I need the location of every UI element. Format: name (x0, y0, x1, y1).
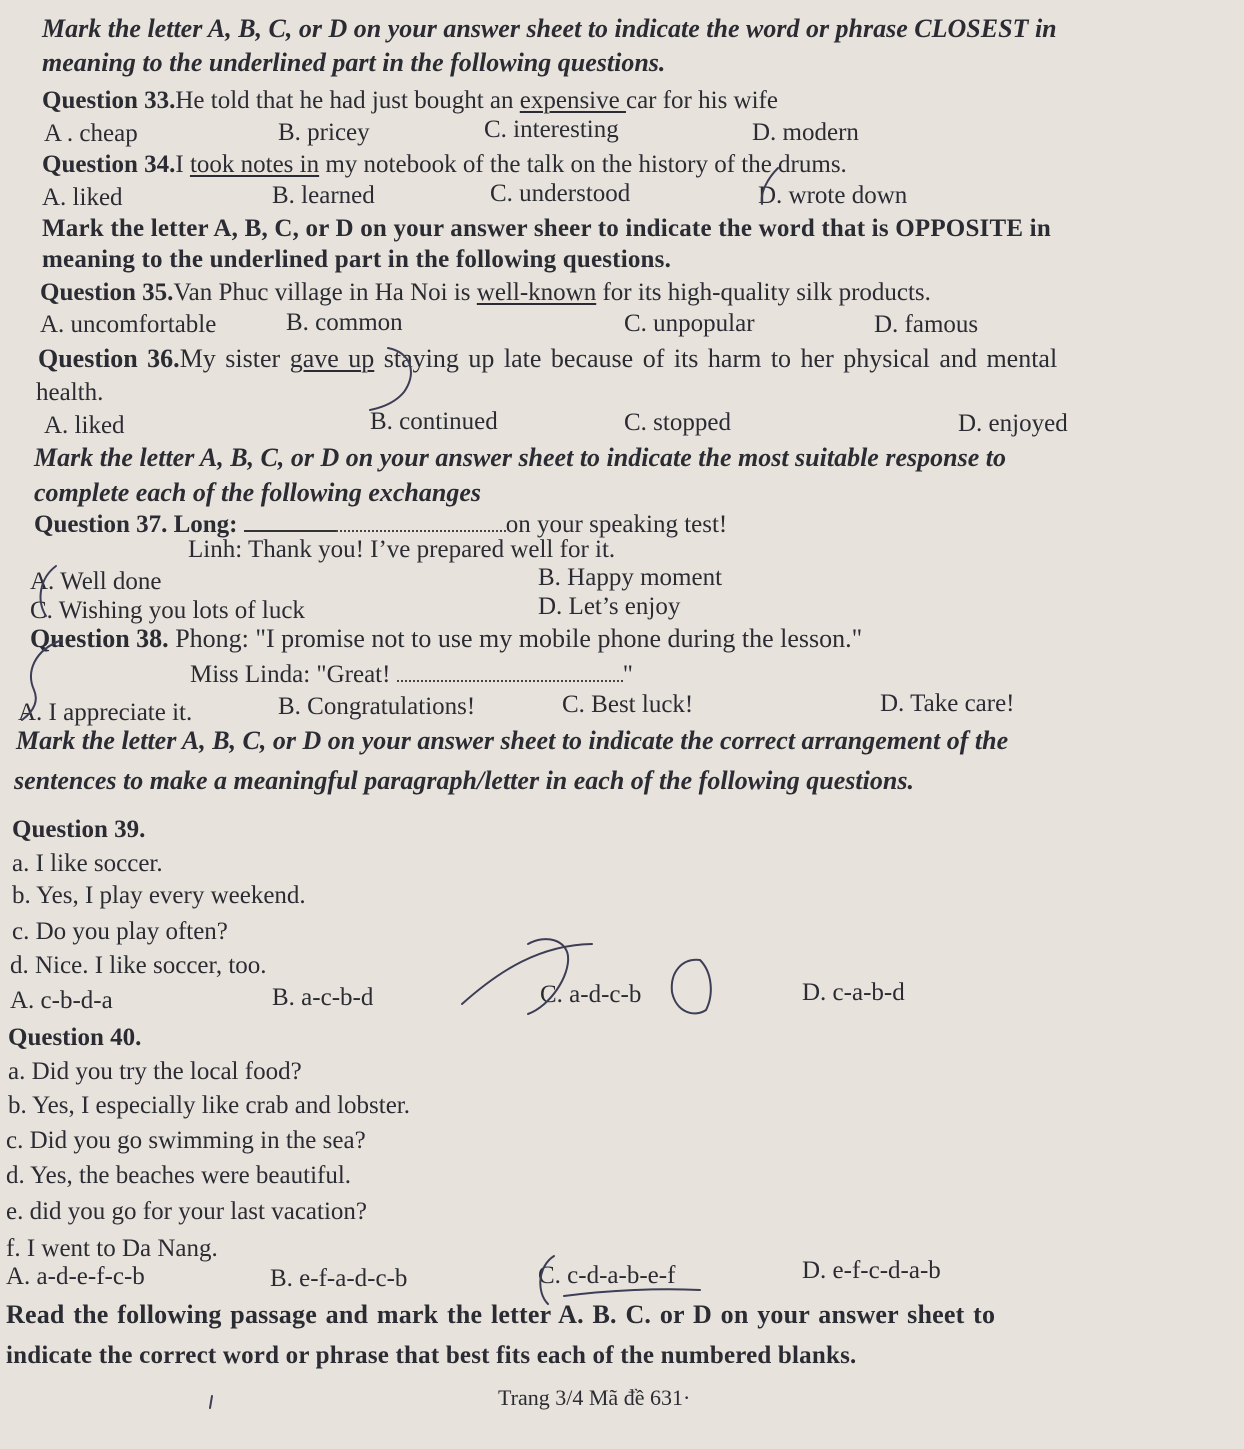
answer-blank (244, 512, 336, 532)
instruction-response-line1: Mark the letter A, B, C, or D on your answer sheet to indicate the most suitable response to (34, 443, 1006, 472)
option-b[interactable]: B. common (286, 309, 403, 336)
question-text: He told that he had just bought an (175, 87, 520, 114)
option-d[interactable]: D. wrote down (758, 182, 908, 209)
question-label: Question 38. (30, 624, 169, 653)
option-c[interactable]: C. unpopular (624, 310, 755, 337)
option-c[interactable]: C. interesting (484, 116, 619, 143)
list-item: a. I like soccer. (12, 850, 163, 877)
list-item: c. Do you play often? (12, 918, 228, 945)
reply-text: " (622, 661, 633, 688)
option-a[interactable]: A . cheap (44, 120, 138, 147)
instruction-closest-line1: Mark the letter A, B, C, or D on your answer sheet to indicate the word or phrase CLOSEST in (42, 14, 1057, 43)
question-label: Question 37. Long: (34, 511, 238, 538)
option-a[interactable]: A. I appreciate it. (18, 699, 193, 726)
question-36 (38, 344, 1057, 374)
answer-dotted-blank (336, 512, 506, 532)
underlined-phrase: took notes in (189, 151, 320, 178)
question-39: Question 39. (12, 816, 146, 843)
reply-text: Miss Linda: "Great! (190, 661, 391, 688)
option-d[interactable]: D. c-a-b-d (802, 979, 905, 1006)
question-text: for its high-quality silk products. (596, 279, 931, 306)
underlined-phrase: well-known (476, 279, 597, 306)
instruction-opposite-line2: meaning to the underlined part in the following questions. (42, 246, 672, 273)
option-a[interactable]: A. c-b-d-a (10, 987, 113, 1014)
list-item: b. Yes, I play every weekend. (12, 882, 306, 909)
question-text: on your speaking test! (505, 511, 728, 538)
option-a[interactable]: A. Well done (30, 568, 162, 595)
option-a[interactable]: A. a-d-e-f-c-b (6, 1263, 145, 1290)
option-d[interactable]: D. Let’s enjoy (538, 593, 681, 620)
option-d[interactable]: D. enjoyed (958, 410, 1068, 437)
question-38-reply (190, 660, 633, 690)
option-a[interactable]: A. liked (42, 184, 123, 211)
question-38 (30, 624, 862, 654)
question-text: my notebook of the talk on the history of the drums. (319, 151, 847, 178)
question-37-reply: Linh: Thank you! I’ve prepared well for it. (188, 536, 616, 563)
question-34 (42, 150, 847, 180)
instruction-passage-line1: Read the following passage and mark the letter A. B. C. or D on your answer sheet to (6, 1300, 996, 1329)
option-c[interactable]: C. Best luck! (562, 691, 694, 718)
option-c[interactable]: C. a-d-c-b (540, 981, 642, 1008)
option-d[interactable]: D. Take care! (880, 690, 1015, 717)
option-b[interactable]: B. e-f-a-d-c-b (270, 1265, 408, 1292)
question-label: Question 34. (42, 151, 176, 178)
pen-stroke-mark (210, 1396, 212, 1408)
option-a[interactable]: A. uncomfortable (40, 311, 217, 338)
list-item: d. Nice. I like soccer, too. (10, 952, 267, 979)
list-item: d. Yes, the beaches were beautiful. (6, 1162, 352, 1189)
question-33 (42, 86, 778, 116)
list-item: b. Yes, I especially like crab and lobster. (8, 1092, 410, 1119)
list-item: f. I went to Da Nang. (6, 1235, 218, 1262)
option-c[interactable]: C. understood (490, 180, 631, 207)
option-d[interactable]: D. famous (874, 311, 979, 338)
option-d[interactable]: D. modern (752, 119, 859, 146)
instruction-response-line2: complete each of the following exchanges (34, 478, 482, 507)
option-d[interactable]: D. e-f-c-d-a-b (802, 1257, 941, 1284)
list-item: c. Did you go swimming in the sea? (6, 1127, 366, 1154)
question-text: Van Phuc village in Ha Noi is (173, 279, 477, 306)
option-b[interactable]: B. a-c-b-d (272, 984, 374, 1011)
option-b[interactable]: B. pricey (278, 119, 370, 146)
option-a[interactable]: A. liked (44, 412, 125, 439)
instruction-opposite-line1: Mark the letter A, B, C, or D on your answer sheer to indicate the word that is OPPOSITE in (42, 215, 1051, 242)
list-item: a. Did you try the local food? (8, 1058, 302, 1085)
underlined-phrase: gave up (289, 344, 375, 373)
list-item: e. did you go for your last vacation? (6, 1198, 368, 1225)
instruction-passage-line2: indicate the correct word or phrase that best fits each of the numbered blanks. (6, 1342, 857, 1369)
option-c[interactable]: C. Wishing you lots of luck (30, 597, 305, 624)
question-label: Question 33. (42, 87, 176, 114)
question-text: My sister (179, 344, 290, 373)
question-text: Phong: "I promise not to use my mobile phone during the lesson." (168, 624, 863, 653)
option-b[interactable]: B. learned (272, 182, 375, 209)
option-c[interactable]: C. stopped (624, 409, 731, 436)
option-b[interactable]: B. Congratulations! (278, 693, 476, 720)
instruction-arrangement-line2: sentences to make a meaningful paragraph/letter in each of the following questions. (14, 766, 914, 795)
question-35 (40, 278, 931, 308)
instruction-closest-line2: meaning to the underlined part in the following questions. (42, 48, 666, 77)
answer-dotted-blank (397, 662, 623, 682)
question-text: car for his wife (625, 87, 778, 114)
option-b[interactable]: B. continued (370, 408, 498, 435)
question-text: staying up late because of its harm to her physical and mental (374, 344, 1058, 373)
instruction-arrangement-line1: Mark the letter A, B, C, or D on your answer sheet to indicate the correct arrangement of the (16, 726, 1009, 755)
question-label: Question 36. (38, 344, 180, 373)
question-40: Question 40. (8, 1024, 142, 1051)
question-label: Question 35. (40, 279, 174, 306)
answer-circle-mark (672, 960, 711, 1014)
question-36-line2: health. (36, 379, 104, 406)
page-footer: Trang 3/4 Mã đề 631· (498, 1385, 691, 1410)
question-text: I (175, 151, 190, 178)
option-c[interactable]: C. c-d-a-b-e-f (538, 1262, 676, 1289)
option-b[interactable]: B. Happy moment (538, 564, 723, 591)
underlined-phrase: expensive (519, 87, 626, 114)
